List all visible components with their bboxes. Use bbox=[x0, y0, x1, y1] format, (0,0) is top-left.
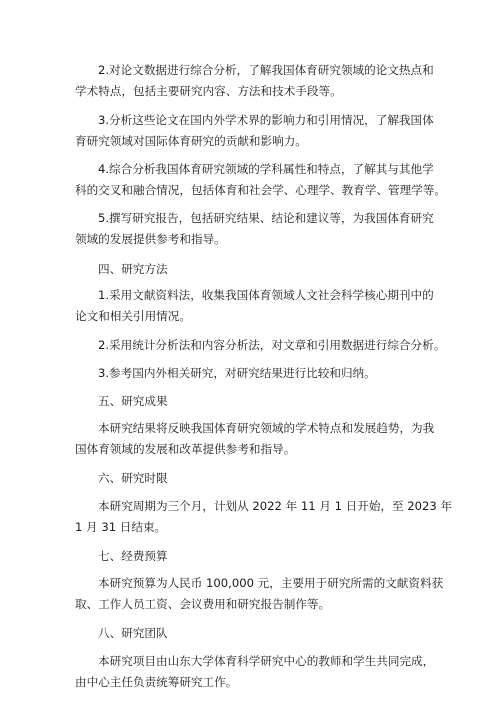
paragraph-line: 领域的发展提供参考和指导。 bbox=[75, 232, 226, 246]
section-heading-text: 六、研究时限 bbox=[98, 471, 168, 485]
paragraph-line: 本研究结果将反映我国体育研究领域的学术特点和发展趋势，为我 bbox=[98, 421, 435, 435]
paragraph bbox=[75, 418, 435, 460]
paragraph bbox=[75, 363, 435, 384]
paragraph bbox=[75, 335, 446, 356]
paragraph bbox=[75, 651, 435, 693]
paragraph-line: 国体育领域的发展和改革提供参考和指导。 bbox=[75, 442, 296, 456]
paragraph-line: 由中心主任负责统筹研究工作。 bbox=[75, 675, 238, 689]
paragraph bbox=[75, 159, 447, 201]
section-heading-text: 五、研究成果 bbox=[98, 394, 168, 408]
paragraph-line: 学术特点，包括主要研究内容、方法和技术手段等。 bbox=[75, 84, 342, 98]
paragraph-line: 5.撰写研究报告，包括研究结果、结论和建议等，为我国体育研究 bbox=[98, 211, 434, 225]
paragraph-line: 本研究预算为人民币 100,000 元，主要用于研究所需的文献资料获 bbox=[98, 576, 444, 590]
paragraph bbox=[75, 285, 435, 327]
section-heading-text: 四、研究方法 bbox=[98, 262, 168, 276]
paragraph-line: 论文和相关引用情况。 bbox=[75, 309, 191, 323]
section-heading bbox=[75, 468, 435, 489]
section-heading bbox=[75, 391, 435, 412]
paragraph-line: 2.对论文数据进行综合分析，了解我国体育研究领域的论文热点和 bbox=[98, 63, 434, 77]
section-heading-text: 七、经费预算 bbox=[98, 549, 168, 563]
section-heading bbox=[75, 546, 435, 567]
paragraph-line: 3.分析这些论文在国内外学术界的影响力和引用情况，了解我国体 bbox=[98, 113, 434, 127]
paragraph-line: 本研究周期为三个月，计划从 2022 年 11 月 1 日开始，至 2023 年 bbox=[98, 499, 453, 513]
paragraph bbox=[75, 110, 435, 152]
paragraph-line: 育研究领域对国际体育研究的贡献和影响力。 bbox=[75, 134, 307, 148]
paragraph bbox=[75, 573, 444, 615]
section-heading bbox=[75, 623, 435, 644]
paragraph-line: 3.参考国内外相关研究，对研究结果进行比较和归纳。 bbox=[98, 366, 376, 380]
paragraph bbox=[75, 208, 435, 250]
paragraph bbox=[75, 496, 453, 538]
section-heading bbox=[75, 259, 435, 280]
paragraph-line: 科的交叉和融合情况，包括体育和社会学、心理学、教育学、管理学等。 bbox=[75, 183, 447, 197]
paragraph bbox=[75, 60, 435, 102]
paragraph-line: 2.采用统计分析法和内容分析法，对文章和引用数据进行综合分析。 bbox=[98, 338, 446, 352]
paragraph-line: 1 月 31 日结束。 bbox=[75, 520, 167, 534]
paragraph-line: 1.采用文献资料法，收集我国体育领域人文社会科学核心期刊中的 bbox=[98, 288, 434, 302]
paragraph-line: 4.综合分析我国体育研究领域的学科属性和特点，了解其与其他学 bbox=[98, 162, 434, 176]
paragraph-line: 取、工作人员工资、会议费用和研究报告制作等。 bbox=[75, 597, 331, 611]
paragraph-line: 本研究项目由山东大学体育科学研究中心的教师和学生共同完成， bbox=[98, 654, 435, 668]
section-heading-text: 八、研究团队 bbox=[98, 626, 168, 640]
